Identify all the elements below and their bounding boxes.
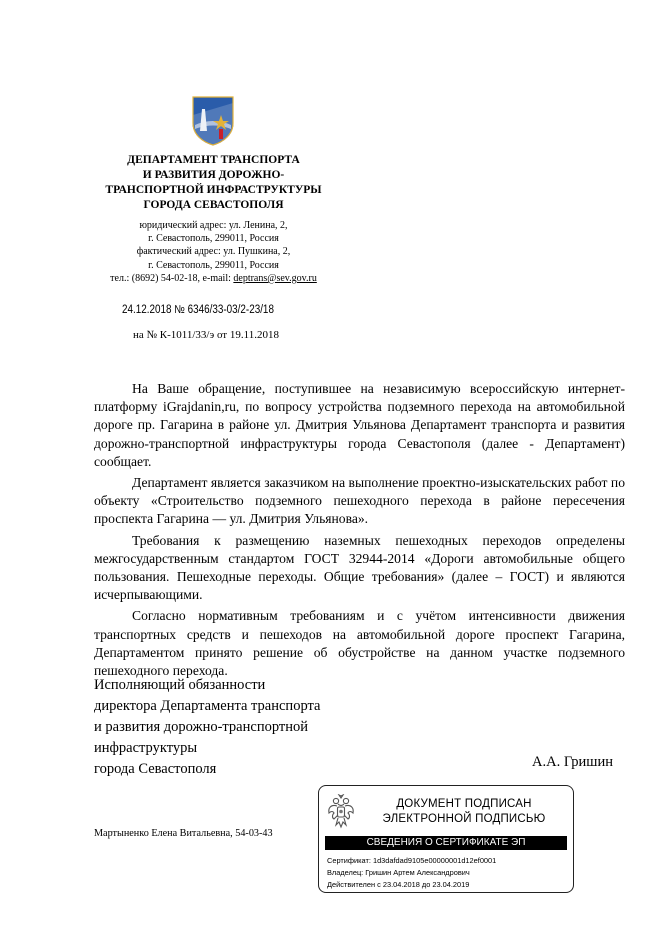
- dept-title-line: И РАЗВИТИЯ ДОРОЖНО-: [142, 169, 285, 181]
- certificate-number: Сертификат: 1d3dafdad9105e00000001d12ef0001: [327, 856, 497, 865]
- certificate-owner: Владелец: Гришин Артем Александрович: [327, 868, 470, 877]
- stamp-title-line2: ЭЛЕКТРОННОЙ ПОДПИСЬЮ: [382, 813, 546, 825]
- contact-line: [95, 272, 332, 285]
- address-line: г. Севастополь, 299011, Россия: [148, 233, 279, 245]
- certificate-validity: Действителен с 23.04.2018 до 23.04.2019: [327, 880, 470, 889]
- position-line: инфраструктуры: [94, 740, 198, 756]
- body-paragraph: На Ваше обращение, поступившее на независимую всероссийскую интернет-платформу iGrajdanin,ru, по вопросу устройства подземного перехода на автомобильной дороге пр. Гагарина в районе ул. Дмитрия Ульянова Департамент транспорта и развития дорожно-транспортной инфраструктуры города Севастополя (далее - Департамент) сообщает.: [94, 381, 625, 469]
- address-line: г. Севастополь, 299011, Россия: [148, 259, 279, 271]
- department-title: [95, 153, 332, 213]
- phone-text: тел.: (8692) 54-02-18, e-mail:: [110, 272, 234, 284]
- body-paragraph: Согласно нормативным требованиям и с учётом интенсивности движения транспортных средств и пешеходов на автомобильной дороге проспект Гагарина, Департаментом принято решение об обустройстве на данном участке подземного пешеходного перехода.: [94, 608, 625, 679]
- address-line: фактический адрес: ул. Пушкина, 2,: [136, 246, 291, 258]
- body-paragraph: Требования к размещению наземных пешеходных переходов определены межгосударственным стандартом ГОСТ 32944-2014 «Дороги автомобильные общего пользования. Пешеходные переходы. Общие требования» (далее – ГОСТ) и являются исчерпывающими.: [94, 532, 625, 603]
- executor-info: Мартыненко Елена Витальевна, 54-03-43: [94, 828, 273, 839]
- registration-number: 24.12.2018 № 6346/33-03/2-23/18: [122, 304, 274, 316]
- email-link[interactable]: deptrans@sev.gov.ru: [233, 272, 317, 284]
- position-line: директора Департамента транспорта: [94, 698, 321, 714]
- reference-number: на № К-1011/33/э от 19.11.2018: [133, 329, 279, 341]
- dept-title-line: ГОРОДА СЕВАСТОПОЛЯ: [143, 199, 284, 211]
- stamp-title-line1: ДОКУМЕНТ ПОДПИСАН: [396, 798, 532, 810]
- position-line: и развития дорожно-транспортной: [94, 719, 308, 735]
- position-line: города Севастополя: [94, 761, 217, 777]
- position-line: Исполняющий обязанности: [94, 677, 266, 693]
- russian-eagle-emblem-icon: [327, 794, 355, 830]
- electronic-signature-stamp: [318, 785, 574, 893]
- address-line: юридический адрес: ул. Ленина, 2,: [139, 220, 288, 231]
- letter-body: [94, 380, 625, 683]
- department-address: [95, 219, 332, 285]
- signer-name: А.А. Гришин: [532, 754, 613, 770]
- body-paragraph: Департамент является заказчиком на выполнение проектно-изыскательских работ по объекту «Строительство подземного пешеходного перехода в районе пересечения проспекта Гагарина — ул. Дмитрия Ульянова».: [94, 475, 625, 527]
- signer-position: [94, 675, 320, 780]
- dept-title-line: ДЕПАРТАМЕНТ ТРАНСПОРТА: [127, 154, 300, 166]
- certificate-info-bar: СВЕДЕНИЯ О СЕРТИФИКАТЕ ЭП: [325, 836, 567, 850]
- sevastopol-coat-of-arms-icon: [190, 95, 236, 147]
- dept-title-line: ТРАНСПОРТНОЙ ИНФРАСТРУКТУРЫ: [105, 184, 322, 196]
